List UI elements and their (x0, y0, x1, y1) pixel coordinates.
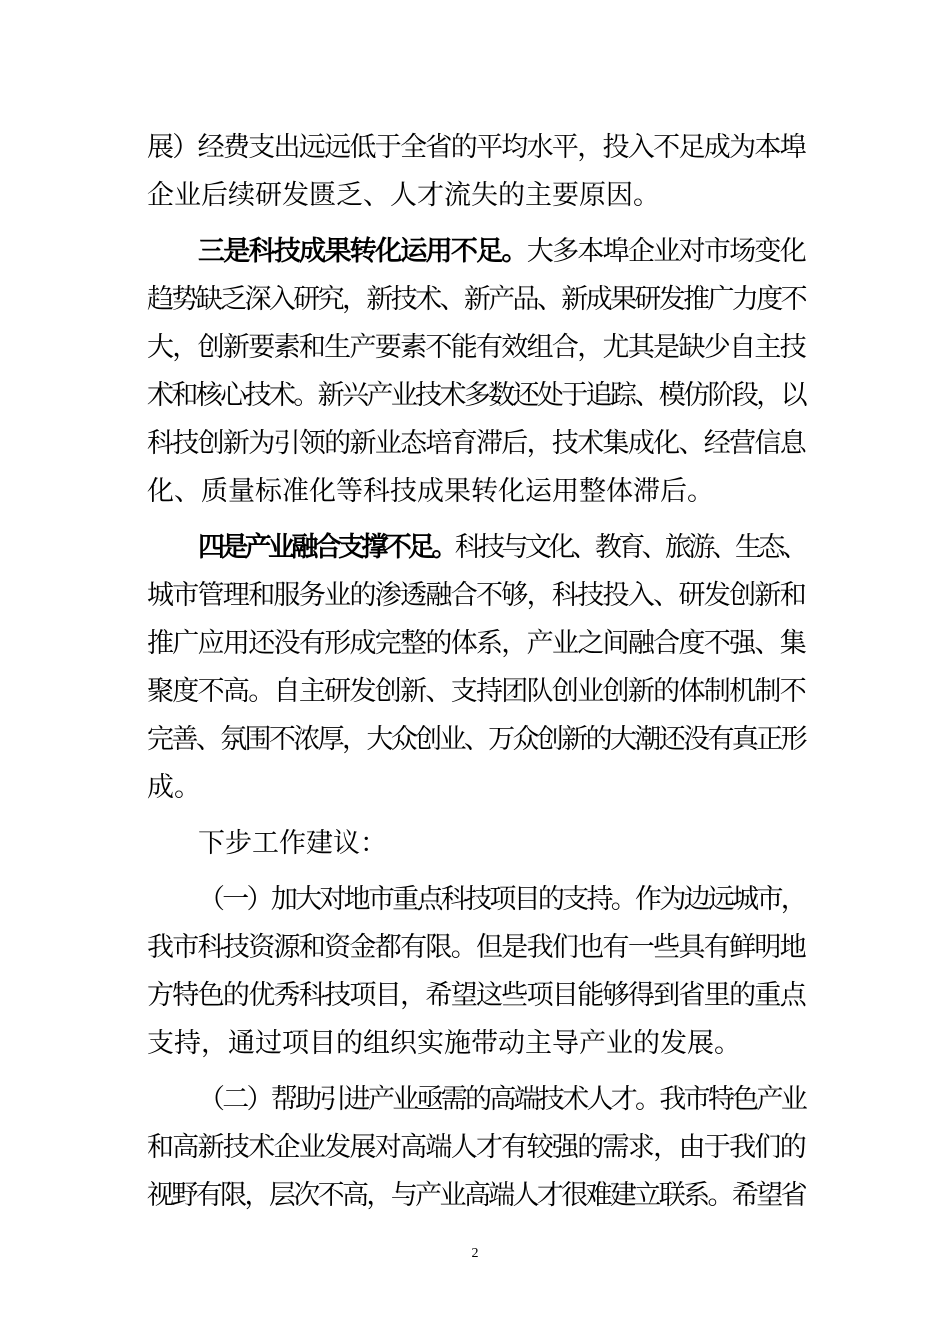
text-line (198, 820, 805, 868)
body-text: 支持，通过项目的组织实施带动主导产业的发展。 (147, 1028, 741, 1059)
text-line (198, 228, 805, 276)
bold-lead-text: 三是科技成果转化运用不足。 (198, 236, 527, 267)
text-line (147, 324, 805, 372)
text-line (147, 124, 805, 172)
body-text: （一）加大对地市重点科技项目的支持。作为边远城市， (198, 884, 805, 915)
body-text: 展）经费支出远远低于全省的平均水平，投入不足成为本埠 (147, 132, 805, 163)
text-line (147, 172, 805, 220)
body-text: 我市科技资源和资金都有限。但是我们也有一些具有鲜明地 (147, 932, 805, 963)
body-text: 城市管理和服务业的渗透融合不够，科技投入、研发创新和 (147, 580, 805, 611)
body-text: 化、质量标准化等科技成果转化运用整体滞后。 (147, 476, 714, 507)
text-line (147, 372, 805, 420)
text-line (147, 764, 805, 812)
body-text: 大，创新要素和生产要素不能有效组合，尤其是缺少自主技 (147, 332, 805, 363)
text-line (198, 524, 805, 572)
text-line (147, 620, 805, 668)
body-text: 完善、氛围不浓厚，大众创业、万众创新的大潮还没有真正形 (147, 724, 805, 755)
text-line (147, 468, 805, 516)
text-line (147, 716, 805, 764)
text-line (147, 1020, 805, 1068)
body-text: 术和核心技术。新兴产业技术多数还处于追踪、模仿阶段，以 (147, 380, 805, 411)
text-line (147, 1124, 805, 1172)
text-line (147, 972, 805, 1020)
body-text: 成。 (147, 772, 201, 803)
text-line (147, 1172, 805, 1220)
body-text: 科技与文化、教育、旅游、生态、 (454, 532, 806, 563)
text-line (147, 276, 805, 324)
body-text: 大多本埠企业对市场变化 (526, 236, 806, 267)
body-text: （二）帮助引进产业亟需的高端技术人才。我市特色产业 (198, 1084, 805, 1115)
text-line (147, 668, 805, 716)
text-line (147, 420, 805, 468)
bold-lead-text: 四是产业融合支撑不足。 (198, 532, 455, 563)
body-text: 聚度不高。自主研发创新、支持团队创业创新的体制机制不 (147, 676, 805, 707)
body-text: 企业后续研发匮乏、人才流失的主要原因。 (147, 180, 660, 211)
body-text: 推广应用还没有形成完整的体系，产业之间融合度不强、集 (147, 628, 805, 659)
body-text: 科技创新为引领的新业态培育滞后，技术集成化、经营信息 (147, 428, 805, 459)
text-line (147, 572, 805, 620)
body-text: 和高新技术企业发展对高端人才有较强的需求，由于我们的 (147, 1132, 805, 1163)
page-number: 2 (471, 1246, 479, 1261)
body-text: 下步工作建议： (198, 828, 387, 859)
text-line (198, 1076, 805, 1124)
text-line (147, 924, 805, 972)
text-line (198, 876, 805, 924)
body-text: 趋势缺乏深入研究，新技术、新产品、新成果研发推广力度不 (147, 284, 805, 315)
body-text: 视野有限，层次不高，与产业高端人才很难建立联系。希望省 (147, 1180, 805, 1211)
body-text: 方特色的优秀科技项目，希望这些项目能够得到省里的重点 (147, 980, 805, 1011)
